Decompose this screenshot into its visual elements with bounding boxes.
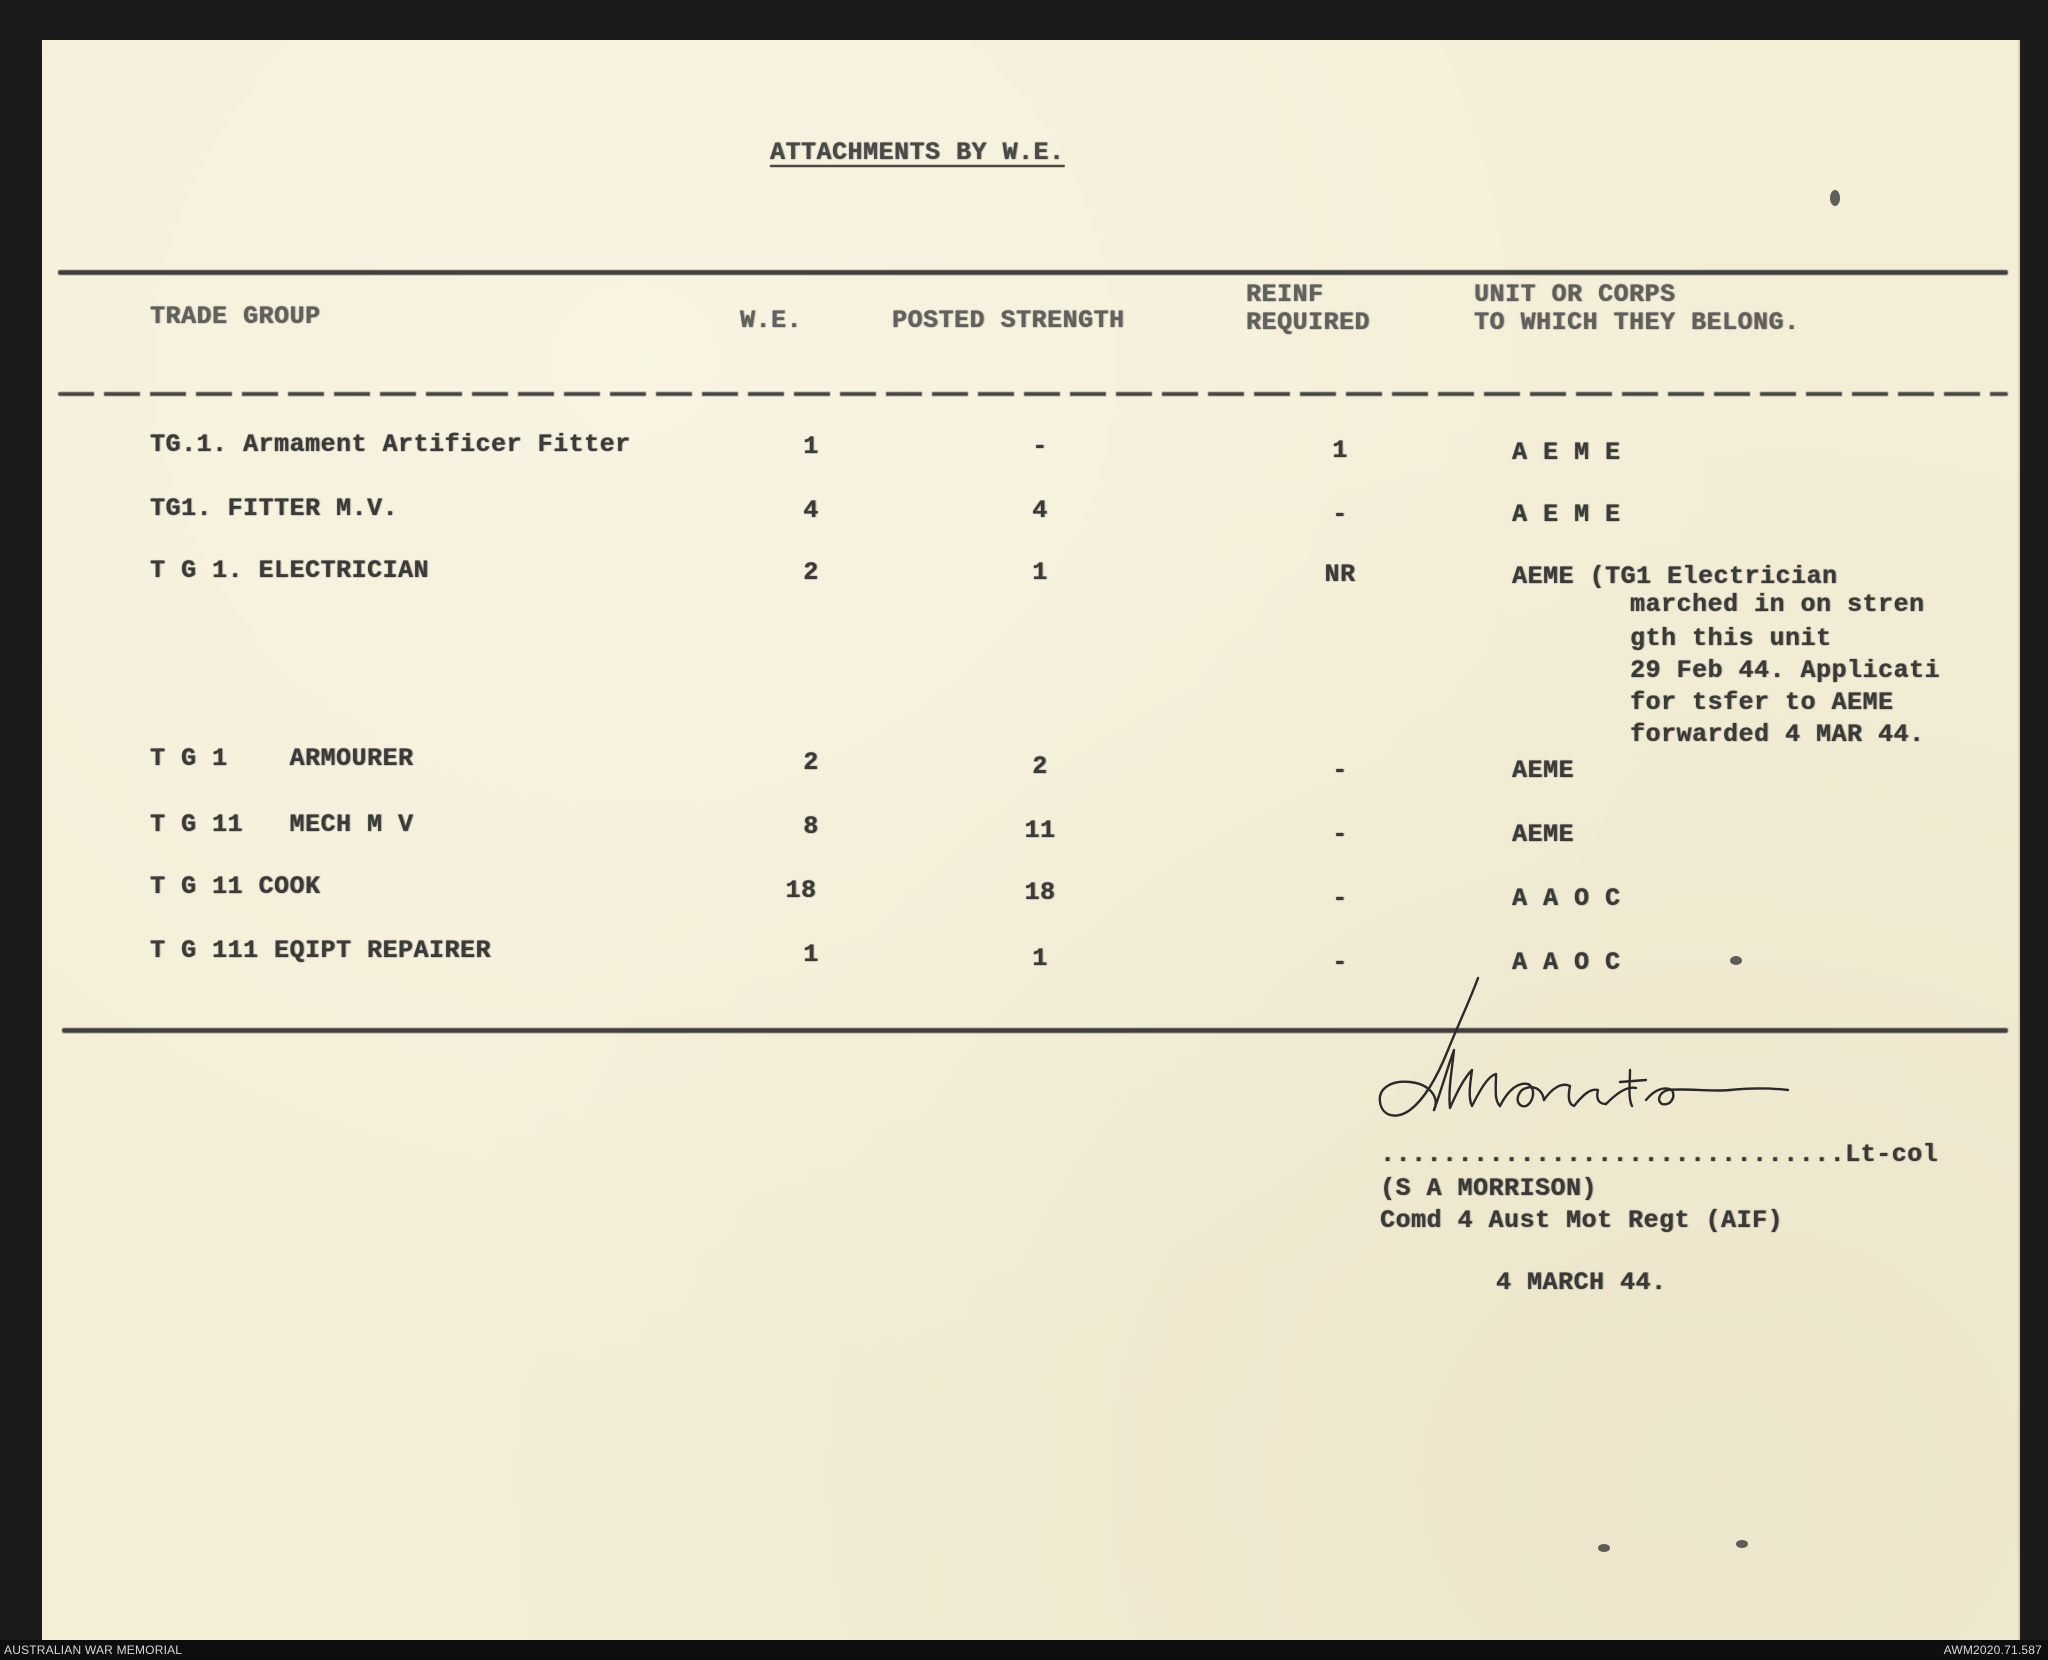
header-unit-line1: UNIT OR CORPS xyxy=(1474,280,1676,309)
row-6-unit: A A O C xyxy=(1512,884,1621,913)
row-4-reinf: - xyxy=(1332,756,1348,785)
row-2-unit: A E M E xyxy=(1512,500,1621,529)
signatory-command: Comd 4 Aust Mot Regt (AIF) xyxy=(1380,1206,1784,1235)
remark-line-2: gth this unit xyxy=(1630,624,1832,653)
row-2-posted: 4 xyxy=(1032,496,1048,525)
row-1-posted: - xyxy=(1032,432,1048,461)
row-7-trade: T G 111 EQIPT REPAIRER xyxy=(150,936,492,965)
archive-footer-right: AWM2020.71.587 xyxy=(1943,1643,2042,1657)
row-7-unit: A A O C xyxy=(1512,948,1621,977)
signatory-name: (S A MORRISON) xyxy=(1380,1174,1598,1203)
row-7-we: 1 xyxy=(803,940,819,969)
header-posted-strength: POSTED STRENGTH xyxy=(892,306,1125,335)
punch-mark-bottom-right xyxy=(1736,1540,1748,1548)
row-3-posted: 1 xyxy=(1032,558,1048,587)
archive-footer-left: AUSTRALIAN WAR MEMORIAL xyxy=(4,1643,183,1657)
remark-line-4: for tsfer to AEME xyxy=(1630,688,1894,717)
row-7-reinf: - xyxy=(1332,948,1348,977)
row-6-reinf: - xyxy=(1332,884,1348,913)
row-2-we: 4 xyxy=(803,496,819,525)
row-4-posted: 2 xyxy=(1032,752,1048,781)
header-trade-group: TRADE GROUP xyxy=(150,302,321,331)
punch-mark-mid-right xyxy=(1730,956,1742,965)
row-1-trade: TG.1. Armament Artificer Fitter xyxy=(150,430,631,459)
row-1-reinf: 1 xyxy=(1332,436,1348,465)
row-5-we: 8 xyxy=(803,812,819,841)
row-5-reinf: - xyxy=(1332,820,1348,849)
header-reinf-line1: REINF xyxy=(1246,280,1324,309)
header-top-rule xyxy=(58,270,2008,275)
header-we: W.E. xyxy=(740,306,803,335)
row-5-trade: T G 11 MECH M V xyxy=(150,810,414,839)
row-6-posted: 18 xyxy=(1024,878,1056,907)
remark-line-3: 29 Feb 44. Applicati xyxy=(1630,656,1941,685)
row-4-unit: AEME xyxy=(1512,756,1575,785)
header-unit-line2: TO WHICH THEY BELONG. xyxy=(1474,308,1800,337)
row-2-reinf: - xyxy=(1332,500,1348,529)
punch-mark-top-right xyxy=(1830,190,1840,206)
row-5-unit: AEME xyxy=(1512,820,1575,849)
row-6-trade: T G 11 COOK xyxy=(150,872,321,901)
archive-footer-bar xyxy=(0,1640,2048,1660)
document-title: ATTACHMENTS BY W.E. xyxy=(770,138,1065,167)
row-1-we: 1 xyxy=(803,432,819,461)
signature-date: 4 MARCH 44. xyxy=(1496,1268,1667,1297)
header-reinf-line2: REQUIRED xyxy=(1246,308,1371,337)
row-7-posted: 1 xyxy=(1032,944,1048,973)
row-3-trade: T G 1. ELECTRICIAN xyxy=(150,556,430,585)
header-bottom-rule xyxy=(58,392,2008,396)
punch-mark-bottom-left xyxy=(1598,1544,1610,1552)
remark-line-1: marched in on stren xyxy=(1630,590,1925,619)
row-2-trade: TG1. FITTER M.V. xyxy=(150,494,399,523)
handwritten-signature xyxy=(1330,970,1830,1160)
row-4-trade: T G 1 ARMOURER xyxy=(150,744,414,773)
row-3-we: 2 xyxy=(803,558,819,587)
row-3-unit: AEME (TG1 Electrician xyxy=(1512,562,1838,591)
remark-line-5: forwarded 4 MAR 44. xyxy=(1630,720,1925,749)
row-3-reinf: NR xyxy=(1324,560,1356,589)
signature-dotted-line: ..............................Lt-col xyxy=(1380,1140,1939,1169)
row-5-posted: 11 xyxy=(1024,816,1056,845)
row-6-we: 18 xyxy=(785,876,817,905)
row-4-we: 2 xyxy=(803,748,819,777)
row-1-unit: A E M E xyxy=(1512,438,1621,467)
